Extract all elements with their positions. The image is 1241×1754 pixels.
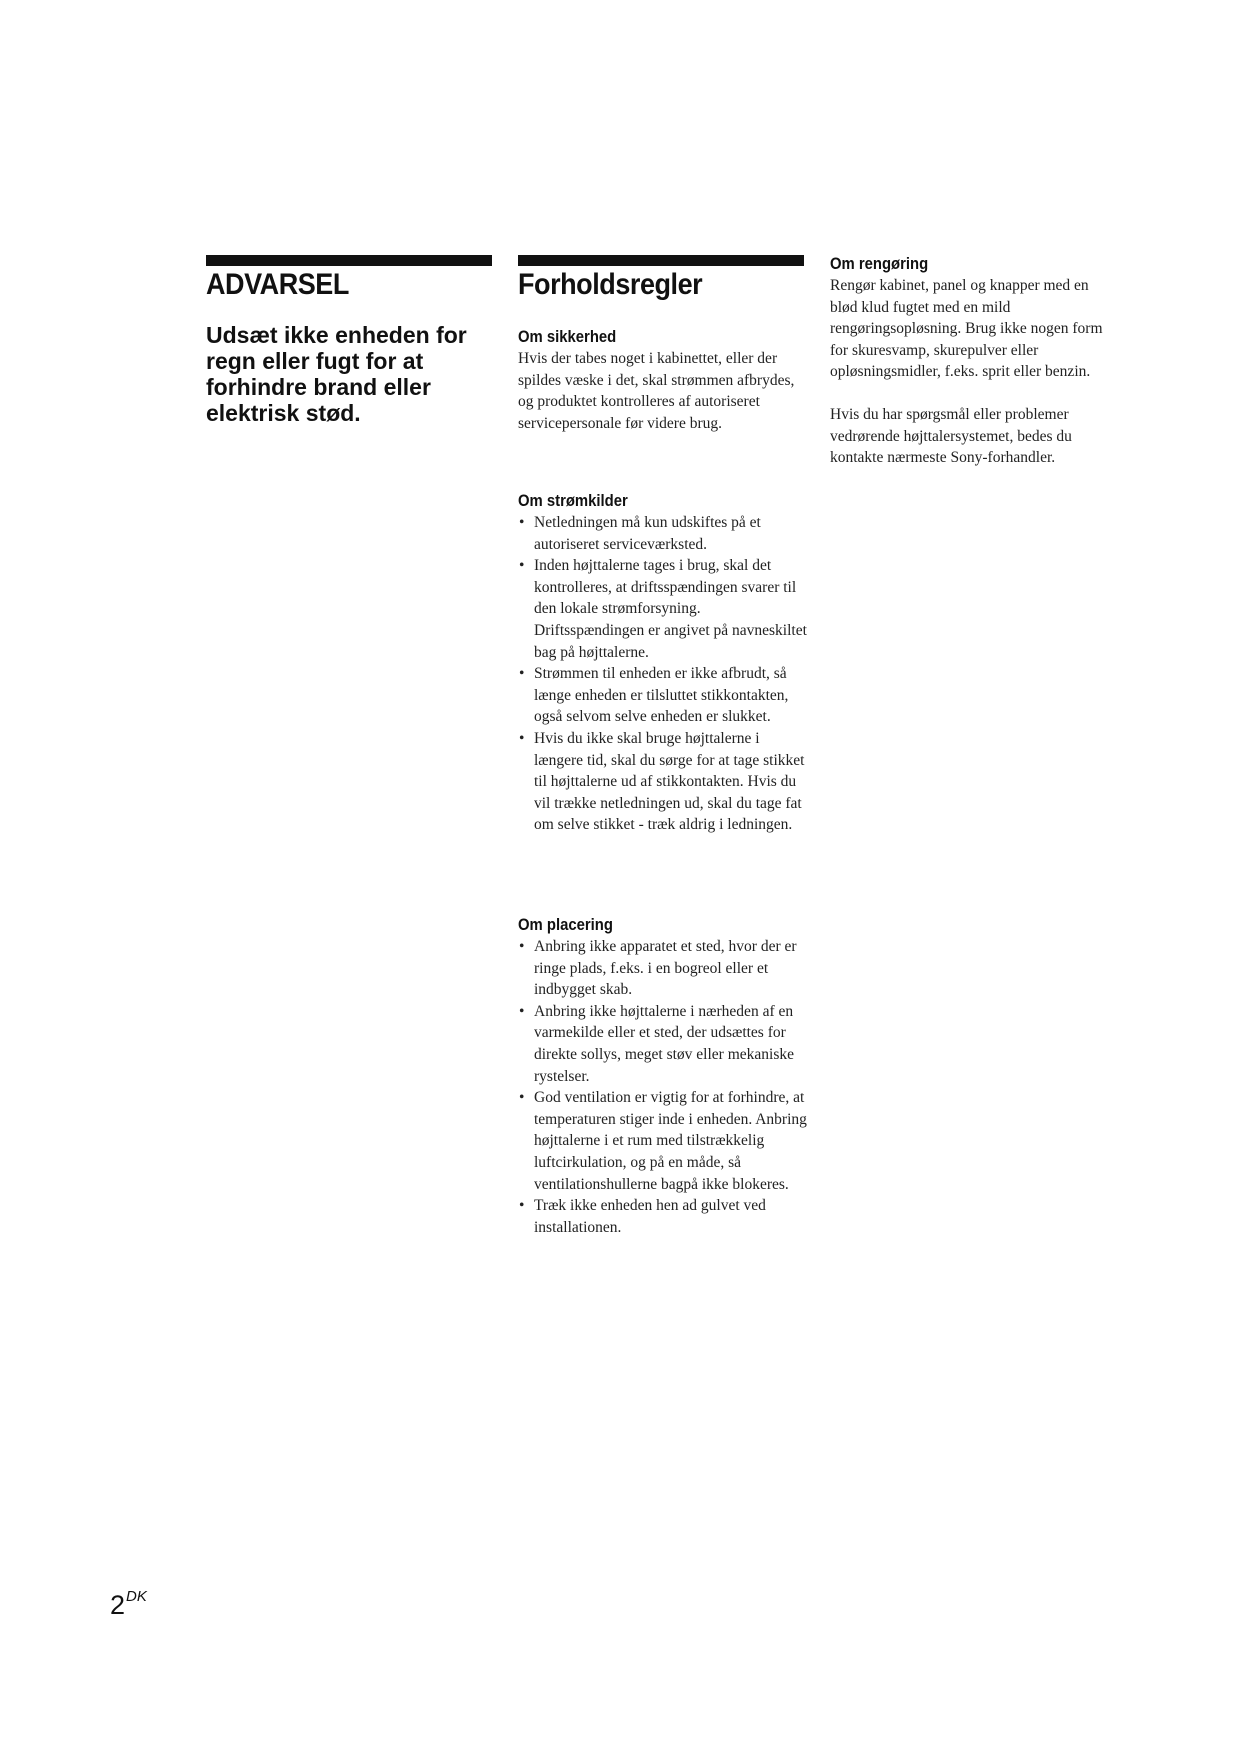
section-rengoring xyxy=(830,253,1120,469)
list-item: • Netledningen må kun udskiftes på et autoriseret serviceværksted. xyxy=(518,512,808,555)
page-number-value: 2 xyxy=(110,1590,126,1620)
list-item: • Hvis du ikke skal bruge højttalerne i længere tid, skal du sørge for at tage stikket til højttalerne ud af stikkontakten. Hvis du vil trække netledningen ud, skal du tage fat om selve stikket - træk aldrig i ledningen. xyxy=(518,728,808,836)
placering-list xyxy=(518,936,808,1238)
section-placering xyxy=(518,914,808,1238)
forholdsregler-rule xyxy=(518,255,804,266)
rengoring-heading: Om rengøring xyxy=(830,255,929,273)
advarsel-title: ADVARSEL xyxy=(206,268,349,301)
stromkilder-list xyxy=(518,512,808,836)
sikkerhed-text: Hvis der tabes noget i kabinettet, eller der spildes væske i det, skal strømmen afbrydes, og produktet kontrolleres af autoriseret servicepersonale før videre brug. xyxy=(518,350,795,432)
sikkerhed-heading: Om sikkerhed xyxy=(518,328,617,346)
rengoring-text: Rengør kabinet, panel og knapper med en blød klud fugtet med en mild rengøringsopløsning. Brug ikke nogen form for skuresvamp, skurepulver eller opløsningsmidler, f.eks. sprit eller benzin. xyxy=(830,277,1103,381)
list-item: • Anbring ikke højttalerne i nærheden af en varmekilde eller et sted, der udsættes for direkte sollys, meget støv eller mekaniske rystelser. xyxy=(518,1001,808,1087)
page-number xyxy=(110,1590,147,1621)
list-item: • God ventilation er vigtig for at forhindre, at temperaturen stiger inde i enheden. Anbring højttalerne i et rum med tilstrækkelig luftcirkulation, og på en måde, så ventilationshullerne bagpå ikke blokeres. xyxy=(518,1087,808,1195)
advarsel-warning-text: Udsæt ikke enheden for regn eller fugt for at forhindre brand eller elektrisk stød. xyxy=(206,322,467,426)
list-item: • Strømmen til enheden er ikke afbrudt, så længe enheden er tilsluttet stikkontakten, også selvom selve enheden er slukket. xyxy=(518,663,808,728)
placering-heading: Om placering xyxy=(518,916,613,934)
list-item: • Inden højttalerne tages i brug, skal det kontrolleres, at driftsspændingen svarer til den lokale strømforsyning. Driftsspændingen er angivet på navneskiltet bag på højttalerne. xyxy=(518,555,808,663)
rengoring-contact-text: Hvis du har spørgsmål eller problemer vedrørende højttalersystemet, bedes du kontakte nærmeste Sony-forhandler. xyxy=(830,405,1072,467)
list-item: • Træk ikke enheden hen ad gulvet ved installationen. xyxy=(518,1195,808,1238)
stromkilder-heading: Om strømkilder xyxy=(518,492,628,510)
section-stromkilder xyxy=(518,490,808,836)
forholdsregler-title: Forholdsregler xyxy=(518,268,703,301)
advarsel-rule xyxy=(206,255,492,266)
section-sikkerhed xyxy=(518,326,808,434)
list-item: • Anbring ikke apparatet et sted, hvor der er ringe plads, f.eks. i en bogreol eller et indbygget skab. xyxy=(518,936,808,1001)
page-number-suffix: DK xyxy=(126,1588,147,1605)
